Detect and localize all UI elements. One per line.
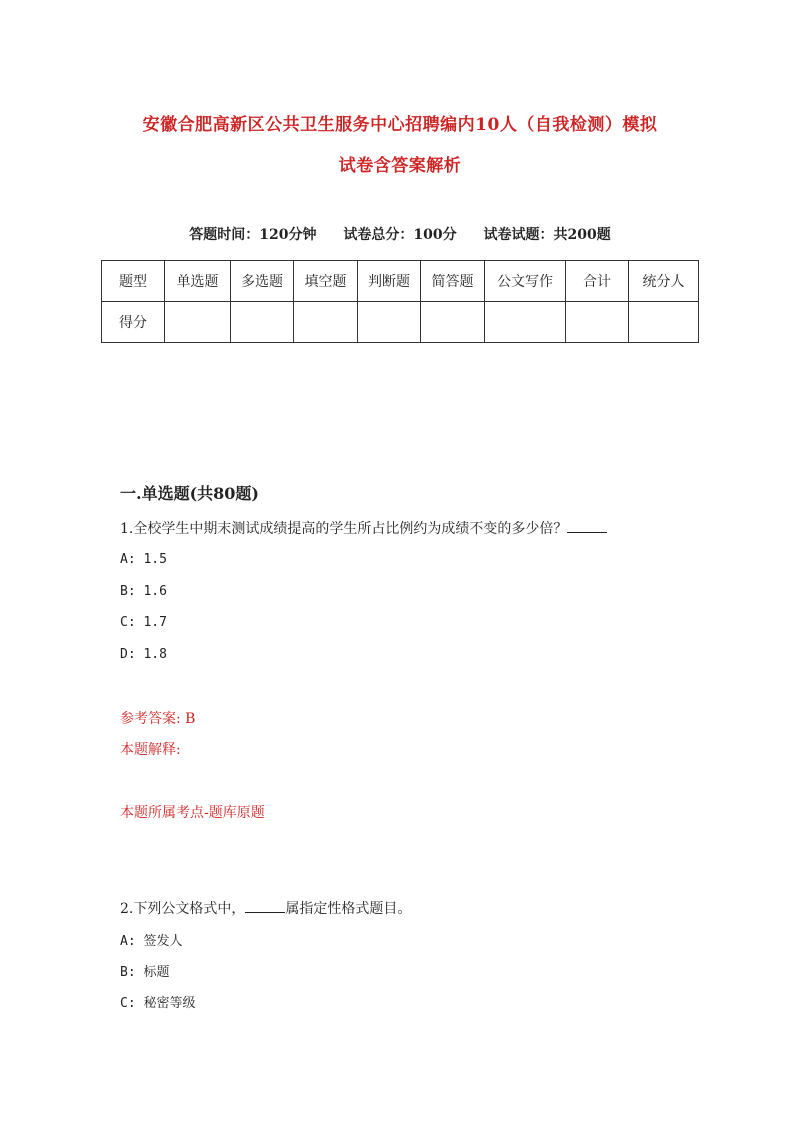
score-cell: [629, 302, 699, 343]
question-stem-text: 2.下列公文格式中，: [120, 901, 246, 917]
option-b: B: 标题: [120, 965, 170, 980]
score-cell: [294, 302, 358, 343]
exam-time: 答题时间：120分钟: [189, 227, 317, 243]
score-table-header-row: [102, 261, 699, 302]
option-a: A: 1.5: [120, 552, 167, 567]
exam-meta: [0, 224, 800, 244]
score-row-label: 得分: [102, 302, 165, 343]
score-header-cell: 题型: [102, 261, 165, 302]
option-c: C: 秘密等级: [120, 996, 196, 1011]
reference-answer: 参考答案: B: [120, 711, 196, 727]
score-header-cell: 统分人: [629, 261, 699, 302]
score-cell: [566, 302, 629, 343]
option-c: C: 1.7: [120, 615, 167, 630]
score-cell: [231, 302, 294, 343]
score-header-cell: 判断题: [358, 261, 421, 302]
score-cell: [485, 302, 566, 343]
question-stem-text: 1.全校学生中期末测试成绩提高的学生所占比例约为成绩不变的多少倍？: [120, 521, 568, 537]
score-header-cell: 单选题: [165, 261, 231, 302]
option-b: B: 1.6: [120, 584, 167, 599]
question-stem-text-after: 属指定性格式题目。: [285, 901, 412, 917]
exam-total-score: 试卷总分：100分: [343, 227, 457, 243]
question-stem: [120, 898, 411, 918]
score-header-cell: 填空题: [294, 261, 358, 302]
option-d: D: 1.8: [120, 647, 167, 662]
score-table-score-row: [102, 302, 699, 343]
question-stem: [120, 518, 607, 538]
score-header-cell: 多选题: [231, 261, 294, 302]
score-cell: [358, 302, 421, 343]
score-cell: [421, 302, 485, 343]
exam-question-count: 试卷试题：共200题: [483, 227, 611, 243]
exam-title-line2: 试卷含答案解析: [338, 156, 462, 176]
exam-title-line1: 安徽合肥高新区公共卫生服务中心招聘编内10人（自我检测）模拟: [142, 115, 658, 135]
score-cell: [165, 302, 231, 343]
score-header-cell: 公文写作: [485, 261, 566, 302]
section-title: 一.单选题(共80题): [120, 484, 259, 503]
answer-blank: [567, 520, 607, 533]
option-a: A: 签发人: [120, 934, 183, 949]
score-header-cell: 合计: [566, 261, 629, 302]
score-header-cell: 简答题: [421, 261, 485, 302]
knowledge-point: 本题所属考点-题库原题: [120, 805, 265, 821]
score-table: [101, 260, 699, 343]
explanation-label: 本题解释:: [120, 742, 181, 758]
answer-blank: [245, 900, 285, 913]
